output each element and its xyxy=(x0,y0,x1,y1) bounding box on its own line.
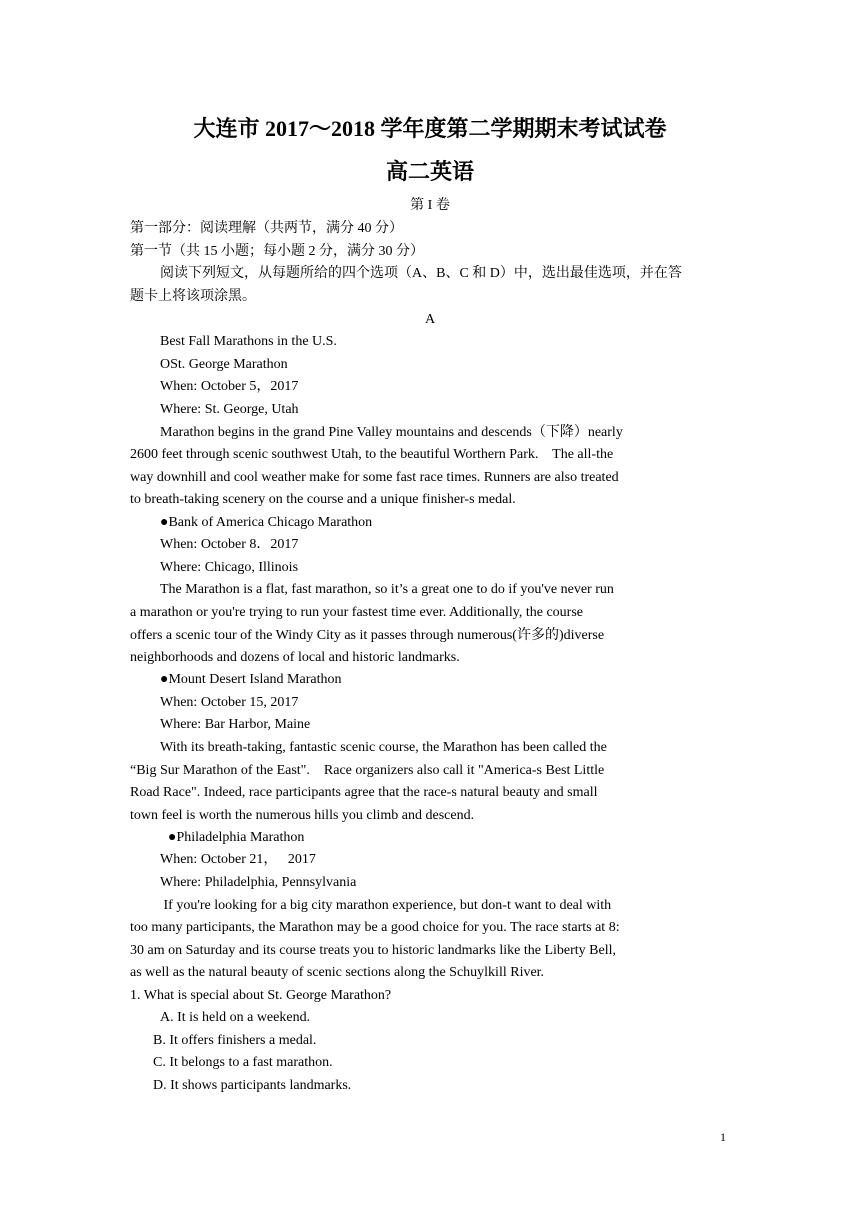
exam-title: 大连市 2017～2018 学年度第二学期期末考试试卷 xyxy=(193,116,667,141)
section-instruction: 第一节（共 15 小题；每小题 2 分，满分 30 分） xyxy=(130,244,424,259)
marathon-1-desc-3: way downhill and cool weather make for some fast race times. Runners are also treated xyxy=(130,470,619,485)
marathon-1-name: OSt. George Marathon xyxy=(160,357,288,372)
directions-line-1: 阅读下列短文，从每题所给的四个选项（A、B、C 和 D）中，选出最佳选项，并在答 xyxy=(160,266,682,281)
marathon-2-where: Where: Chicago, Illinois xyxy=(160,560,299,575)
question-1-option-d: D. It shows participants landmarks. xyxy=(153,1078,352,1093)
exam-subject: 高二英语 xyxy=(385,159,474,184)
directions-line-2: 题卡上将该项涂黑。 xyxy=(130,289,256,304)
passage-heading: Best Fall Marathons in the U.S. xyxy=(160,334,337,349)
part-instruction: 第一部分：阅读理解（共两节，满分 40 分） xyxy=(130,221,403,236)
marathon-3-desc-3: Road Race". Indeed, race participants agree that the race-s natural beauty and small xyxy=(130,785,598,800)
marathon-4-name: ●Philadelphia Marathon xyxy=(168,830,305,845)
volume-label: 第 I 卷 xyxy=(410,198,450,213)
marathon-1-desc-4: to breath-taking scenery on the course and a unique finisher-s medal. xyxy=(130,492,516,507)
marathon-4-where: Where: Philadelphia, Pennsylvania xyxy=(160,875,357,890)
marathon-3-when: When: October 15, 2017 xyxy=(160,695,299,710)
marathon-2-desc-4: neighborhoods and dozens of local and historic landmarks. xyxy=(130,650,460,665)
page-number: 1 xyxy=(720,1130,726,1144)
marathon-2-when: When: October 8．2017 xyxy=(160,537,299,552)
marathon-2-name: ●Bank of America Chicago Marathon xyxy=(160,515,373,530)
marathon-2-desc-2: a marathon or you're trying to run your fastest time ever. Additionally, the course xyxy=(130,605,583,620)
marathon-3-desc-4: town feel is worth the numerous hills you climb and descend. xyxy=(130,808,475,823)
marathon-1-desc-2: 2600 feet through scenic southwest Utah, to the beautiful Worthern Park. The all-the xyxy=(130,447,614,462)
marathon-4-desc-1: If you're looking for a big city marathon experience, but don-t want to deal with xyxy=(160,898,612,913)
question-1-stem: 1. What is special about St. George Marathon? xyxy=(130,988,392,1003)
marathon-4-desc-2: too many participants, the Marathon may be a good choice for you. The race starts at 8: xyxy=(130,920,620,935)
question-1-option-c: C. It belongs to a fast marathon. xyxy=(153,1055,333,1070)
marathon-4-desc-4: as well as the natural beauty of scenic sections along the Schuylkill River. xyxy=(130,965,545,980)
marathon-4-desc-3: 30 am on Saturday and its course treats you to historic landmarks like the Liberty Bell, xyxy=(130,943,617,958)
marathon-3-desc-1: With its breath-taking, fantastic scenic course, the Marathon has been called the xyxy=(160,740,607,755)
marathon-2-desc-3: offers a scenic tour of the Windy City as it passes through numerous(许多的)diverse xyxy=(130,628,605,643)
marathon-3-desc-2: “Big Sur Marathon of the East". Race organizers also call it "America-s Best Little xyxy=(130,763,605,778)
question-1-option-b: B. It offers finishers a medal. xyxy=(153,1033,317,1048)
marathon-3-name: ●Mount Desert Island Marathon xyxy=(160,672,342,687)
question-1-option-a: A. It is held on a weekend. xyxy=(160,1010,311,1025)
marathon-4-when: When: October 21， 2017 xyxy=(160,852,316,867)
marathon-2-desc-1: The Marathon is a flat, fast marathon, so it’s a great one to do if you've never run xyxy=(160,582,614,597)
marathon-1-when: When: October 5，2017 xyxy=(160,379,299,394)
marathon-1-where: Where: St. George, Utah xyxy=(160,402,299,417)
passage-letter: A xyxy=(424,312,436,327)
marathon-3-where: Where: Bar Harbor, Maine xyxy=(160,717,311,732)
marathon-1-desc-1: Marathon begins in the grand Pine Valley mountains and descends（下降）nearly xyxy=(160,425,623,440)
